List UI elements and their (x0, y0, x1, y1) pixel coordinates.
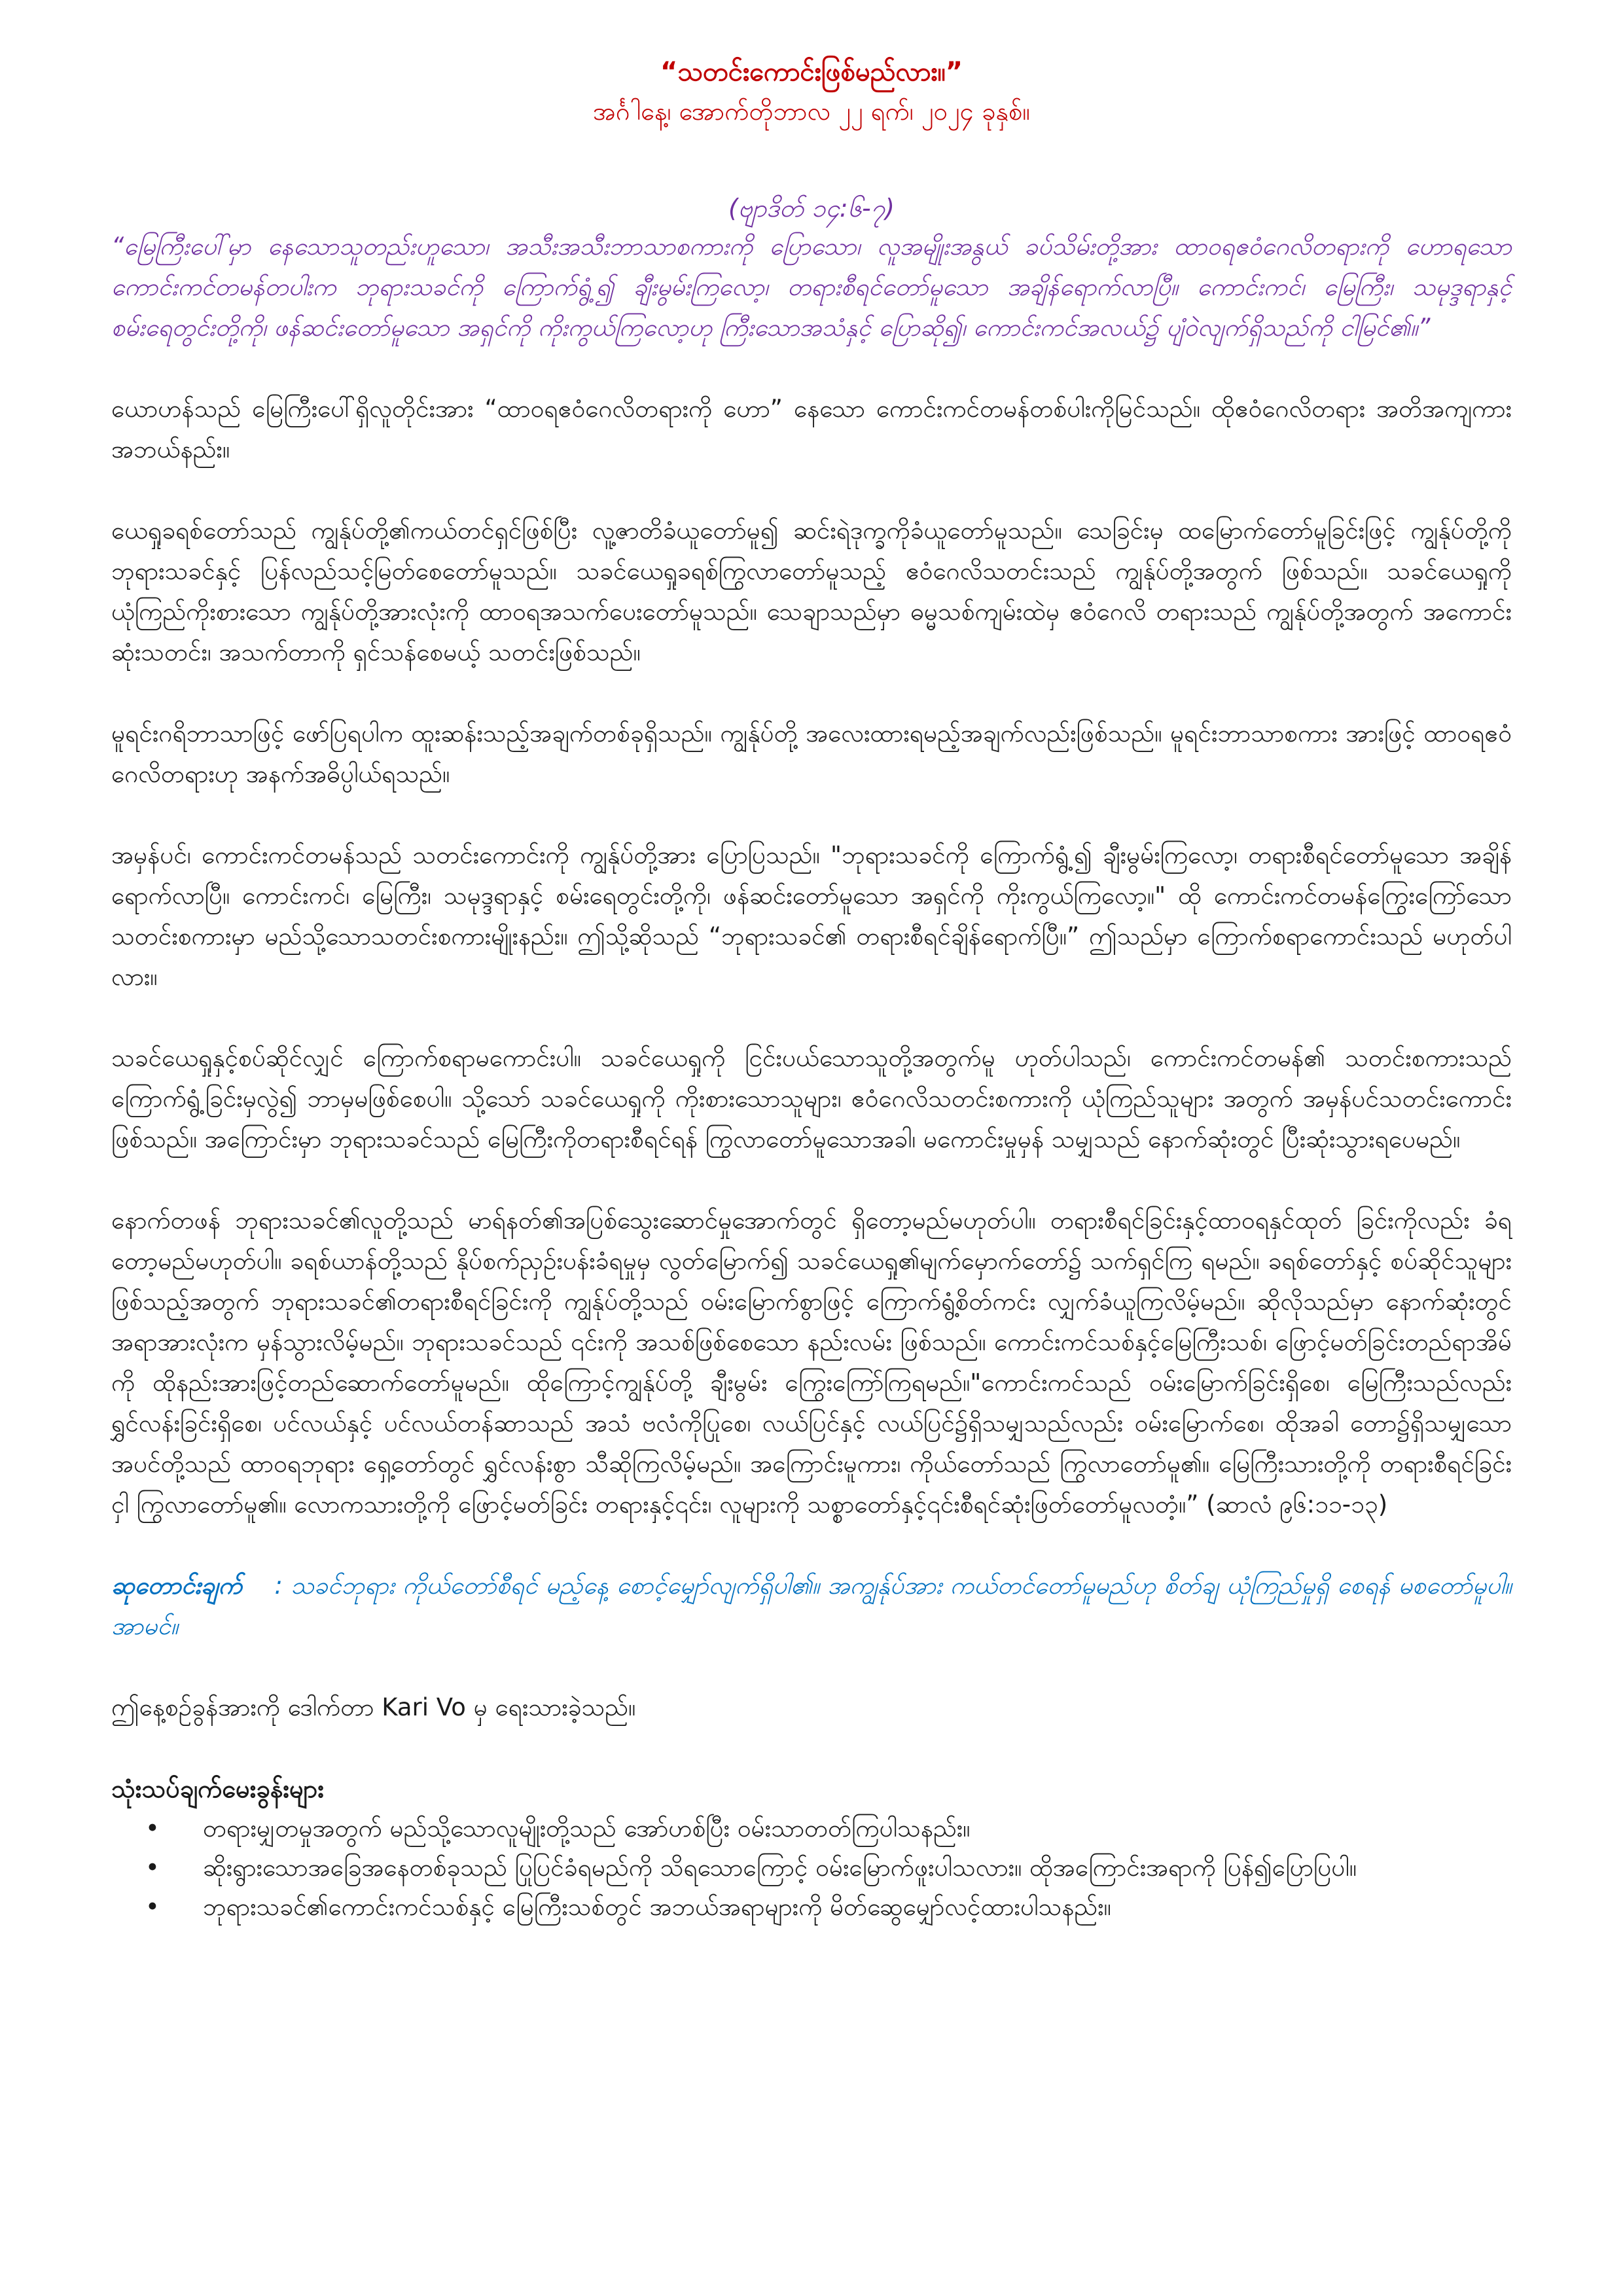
scripture-reference: (ဗျာဒိတ် ၁၄:၆-၇) (728, 194, 895, 223)
question-text-3: ဘုရားသခင်၏ကောင်းကင်သစ်နှင့် မြေကြီးသစ်တွင် အဘယ်အရာများကို မိတ်ဆွေမျှော်လင့်ထားပါသနည်း။ (203, 1893, 1111, 1921)
prayer-block (111, 1566, 1512, 1647)
devotional-title: “သတင်းကောင်းဖြစ်မည်လား။” (660, 57, 963, 87)
body-paragraph-1: ယောဟန်သည် မြေကြီးပေါ်ရှိလူတိုင်းအား “ထာဝရဧဝံဂေလိတရားကို ဟော” နေသော ကောင်းကင်တမန်တစ်ပါးကိုမြင်သည်။ ထိုဧဝံဂေလိတရား အတိအကျကား အဘယ်နည်း။ (111, 395, 1512, 463)
body-paragraph-2: ယေရှုခရစ်တော်သည် ကျွန်ုပ်တို့၏ကယ်တင်ရှင်ဖြစ်ပြီး လူ့ဇာတိခံယူတော်မူ၍ ဆင်းရဲဒုက္ခကိုခံယူတော်မူသည်။ သေခြင်းမှ ထမြောက်တော်မူခြင်းဖြင့် ကျွန်ုပ်တို့ကို ဘုရားသခင်နှင့် ပြန်လည်သင့်မြတ်စေတော်မူသည်။ သခင်ယေရှုခရစ်ကြွလာတော်မူသည့် ဧဝံဂေလိသတင်းသည် ကျွန်ုပ်တို့အတွက် ဖြစ်သည်။ သခင်ယေရှုကိုယုံကြည်ကိုးစားသော ကျွန်ုပ်တို့အားလုံးကို ထာဝရအသက်ပေးတော်မူသည်။ သေချာသည်မှာ ဓမ္မသစ်ကျမ်းထဲမှ ဧဝံဂေလိ တရားသည် ကျွန်ုပ်တို့အတွက် အကောင်းဆုံးသတင်း၊ အသက်တာကို ရှင်သန်စေမယ့် သတင်းဖြစ်သည်။ (111, 516, 1512, 666)
question-item-2 (111, 1848, 1512, 1888)
author-credit: ဤနေ့စဥ်ခွန်အားကို ဒေါက်တာ Kari Vo မှ ရေးသားခဲ့သည်။ (111, 1693, 636, 1721)
bullet-icon: • (145, 1854, 160, 1882)
question-text-1: တရားမျှတမှုအတွက် မည်သို့သောလူမျိုးတို့သည် အော်ဟစ်ပြီး ဝမ်းသာတတ်ကြပါသနည်း။ (203, 1814, 971, 1842)
date-line: အင်္ဂါနေ့၊ အောက်တိုဘာလ ၂၂ ရက်၊ ၂၀၂၄ ခုနှစ်။ (593, 97, 1030, 126)
body-paragraph-5: သခင်ယေရှုနှင့်စပ်ဆိုင်လျှင် ကြောက်စရာမကောင်းပါ။ သခင်ယေရှုကို ငြင်းပယ်သောသူတို့အတွက်မူ ဟုတ်ပါသည်၊ ကောင်းကင်တမန်၏ သတင်းစကားသည် ကြောက်ရွံ့ခြင်းမှလွဲ၍ ဘာမှမဖြစ်စေပါ။ သို့သော် သခင်ယေရှုကို ကိုးစားသောသူများ၊ ဧဝံဂေလိသတင်းစကားကို ယုံကြည်သူများ အတွက် အမှန်ပင်သတင်းကောင်းဖြစ်သည်။ အကြောင်းမှာ ဘုရားသခင်သည် မြေကြီးကိုတရားစီရင်ရန် ကြွလာတော်မူသောအခါ၊ မကောင်းမှုမှန် သမျှသည် နောက်ဆုံးတွင် ပြီးဆုံးသွားရပေမည်။ (111, 1044, 1512, 1153)
body-paragraph-4: အမှန်ပင်၊ ကောင်းကင်တမန်သည် သတင်းကောင်းကို ကျွန်ုပ်တို့အား ပြောပြသည်။ "ဘုရားသခင်ကို ကြောက်ရွံ့၍ ချီးမွမ်းကြလော့၊ တရားစီရင်တော်မူသော အချိန်ရောက်လာပြီ။ ကောင်းကင်၊ မြေကြီး၊ သမုဒ္ဒရာနှင့် စမ်းရေတွင်းတို့ကို၊ ဖန်ဆင်းတော်မူသော အရှင်ကို ကိုးကွယ်ကြလော့။" ထို ကောင်းကင်တမန်ကြွေးကြော်သောသတင်းစကားမှာ မည်သို့သောသတင်းစကားမျိုးနည်း။ ဤသို့ဆိုသည် “ဘုရားသခင်၏ တရားစီရင်ချိန်ရောက်ပြီ။” ဤသည်မှာ ကြောက်စရာကောင်းသည် မဟုတ်ပါလား။ (111, 841, 1512, 991)
body-paragraph-3: မူရင်းဂရိဘာသာဖြင့် ဖော်ပြရပါက ထူးဆန်းသည့်အချက်တစ်ခုရှိသည်။ ကျွန်ုပ်တို့ အလေးထားရမည့်အချက်လည်းဖြစ်သည်။ မူရင်းဘာသာစကား အားဖြင့် ထာဝရဧဝံဂေလိတရားဟု အနက်အဓိပ္ပါယ်ရသည်။ (111, 719, 1512, 788)
devotional-page (111, 52, 1512, 1927)
prayer-text: သခင်ဘုရား ကိုယ်တော်စီရင် မည့်နေ့ စောင့်မျှော်လျက်ရှိပါ၏။ အကျွန်ုပ်အား ကယ်တင်တော်မူမည်ဟု စိတ်ချ ယုံကြည်မှုရှိ စေရန် မစတော်မူပါ။ အာမင်။ (111, 1571, 1512, 1640)
questions-list (111, 1809, 1512, 1927)
prayer-separator: : (241, 1571, 291, 1600)
question-item-1 (111, 1809, 1512, 1848)
bullet-icon: • (145, 1814, 160, 1842)
prayer-label: ဆုတောင်းချက် (111, 1571, 242, 1600)
bullet-icon: • (145, 1893, 160, 1921)
question-item-3 (111, 1888, 1512, 1927)
scripture-text: “မြေကြီးပေါ်မှာ နေသောသူတည်းဟူသော၊ အသီးအသီးဘာသာစကားကို ပြောသော၊ လူအမျိုးအနွယ် ခပ်သိမ်းတို့အား ထာဝရဧဝံဂေလိတရားကို ဟောရသော ကောင်းကင်တမန်တပါးက ဘုရားသခင်ကို ကြောက်ရွံ့၍ ချီးမွမ်းကြလော့၊ တရားစီရင်တော်မူသော အချိန်ရောက်လာပြီ။ ကောင်းကင်၊ မြေကြီး၊ သမုဒ္ဒရာနှင့် စမ်းရေတွင်းတို့ကို၊ ဖန်ဆင်းတော်မူသော အရှင်ကို ကိုးကွယ်ကြလော့ဟု ကြီးသောအသံနှင့် ပြောဆို၍၊ ကောင်းကင်အလယ်၌ ပျံဝဲလျက်ရှိသည်ကို ငါမြင်၏။” (111, 232, 1512, 342)
question-text-2: ဆိုးရွားသောအခြေအနေတစ်ခုသည် ပြုပြင်ခံရမည်ကို သိရသောကြောင့် ဝမ်းမြောက်ဖူးပါသလား။ ထိုအကြောင်းအရာကို ပြန်၍ပြောပြပါ။ (203, 1854, 1357, 1882)
questions-heading: သုံးသပ်ချက်မေးခွန်းများ (111, 1774, 325, 1803)
body-paragraph-6: နောက်တဖန် ဘုရားသခင်၏လူတို့သည် မာရ်နတ်၏အပြစ်သွေးဆောင်မှုအောက်တွင် ရှိတော့မည်မဟုတ်ပါ။ တရားစီရင်ခြင်းနှင့်ထာဝရနှင်ထုတ် ခြင်းကိုလည်း ခံရတော့မည်မဟုတ်ပါ။ ခရစ်ယာန်တို့သည် နိုပ်စက်ညှဥ်းပန်းခံရမှုမှ လွတ်မြောက်၍ သခင်ယေရှု၏မျက်မှောက်တော်၌ သက်ရှင်ကြ ရမည်။ ခရစ်တော်နှင့် စပ်ဆိုင်သူများဖြစ်သည့်အတွက် ဘုရားသခင်၏တရားစီရင်ခြင်းကို ကျွန်ုပ်တို့သည် ဝမ်းမြောက်စွာဖြင့် ကြောက်ရွံ့စိတ်ကင်း လျှက်ခံယူကြလိမ့်မည်။ ဆိုလိုသည်မှာ နောက်ဆုံးတွင် အရာအားလုံးက မှန်သွားလိမ့်မည်။ ဘုရားသခင်သည် ၎င်းကို အသစ်ဖြစ်စေသော နည်းလမ်း ဖြစ်သည်။ ကောင်းကင်သစ်နှင့်မြေကြီးသစ်၊ ဖြောင့်မတ်ခြင်းတည်ရာအိမ်ကို ထိုနည်းအားဖြင့်တည်ဆောက်တော်မူမည်။ ထိုကြောင့်ကျွန်ုပ်တို့ ချီးမွမ်း ကြွေးကြော်ကြရမည်။"ကောင်းကင်သည် ဝမ်းမြောက်ခြင်းရှိစေ၊ မြေကြီးသည်လည်း ရွှင်လန်းခြင်းရှိစေ၊ ပင်လယ်နှင့် ပင်လယ်တန်ဆာသည် အသံ ဗလံကိုပြုစေ၊ လယ်ပြင်နှင့် လယ်ပြင်၌ရှိသမျှသည်လည်း ဝမ်းမြောက်စေ၊ ထိုအခါ တော၌ရှိသမျှသော အပင်တို့သည် ထာဝရဘုရား ရှေ့တော်တွင် ရွှင်လန်းစွာ သီဆိုကြလိမ့်မည်။ အကြောင်းမူကား၊ ကိုယ်တော်သည် ကြွလာတော်မူ၏။ မြေကြီးသားတို့ကို တရားစီရင်ခြင်းငှါ ကြွလာတော်မူ၏။ လောကသားတို့ကို ဖြောင့်မတ်ခြင်း တရားနှင့်၎င်း၊ လူများကို သစ္စာတော်နှင့်၎င်းစီရင်ဆုံးဖြတ်တော်မူလတံ့။” (ဆာလံ ၉၆:၁၁-၁၃) (111, 1206, 1512, 1518)
